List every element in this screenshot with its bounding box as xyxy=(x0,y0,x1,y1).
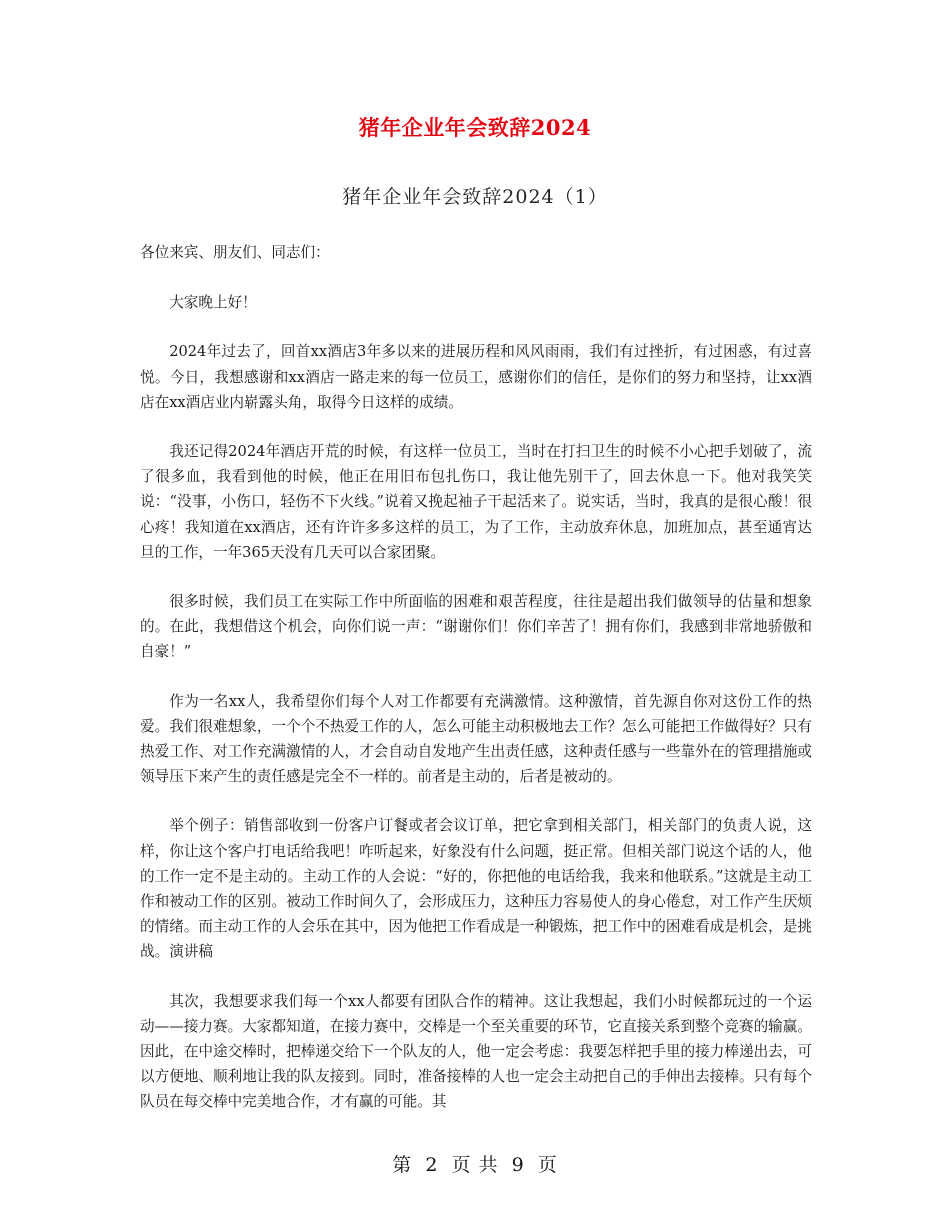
footer-middle: 页 共 xyxy=(451,1154,499,1176)
footer-suffix: 页 xyxy=(537,1154,558,1176)
document-body xyxy=(140,240,812,1139)
footer-prefix: 第 xyxy=(392,1154,413,1176)
total-page-count: 9 xyxy=(511,1154,525,1176)
current-page-number: 2 xyxy=(425,1154,439,1176)
document-subtitle: 猪年企业年会致辞2024（1） xyxy=(342,186,608,208)
page-number-footer xyxy=(0,1150,950,1177)
paragraph: 很多时候，我们员工在实际工作中所面临的困难和艰苦程度，往往是超出我们做领导的估量和想象的。在此，我想借这个机会，向你们说一声：“谢谢你们！你们辛苦了！拥有你们，我感到非常地骄傲和自豪！” xyxy=(140,593,812,661)
greeting-line: 各位来宾、朋友们、同志们： xyxy=(140,244,330,261)
paragraph: 其次，我想要求我们每一个xx人都要有团队合作的精神。这让我想起，我们小时候都玩过的一个运动——接力赛。大家都知道，在接力赛中，交棒是一个至关重要的环节，它直接关系到整个竞赛的输赢。因此，在中途交棒时，把棒递交给下一个队友的人，他一定会考虑：我要怎样把手里的接力棒递出去，可以方便地、顺利地让我的队友接到。同时，准备接棒的人也一定会主动把自己的手伸出去接棒。只有每个队员在每交棒中完美地合作，才有赢的可能。其 xyxy=(140,992,812,1111)
document-title: 猪年企业年会致辞2024 xyxy=(358,115,592,140)
paragraph: 我还记得2024年酒店开荒的时候，有这样一位员工，当时在打扫卫生的时候不小心把手划破了，流了很多血，我看到他的时候，他正在用旧布包扎伤口，我让他先别干了，回去休息一下。他对我笑笑说：“没事，小伤口，轻伤不下火线。”说着又挽起袖子干起活来了。说实话，当时，我真的是很心酸！很心疼！我知道在xx酒店，还有许许多多这样的员工，为了工作，主动放弃休息，加班加点，甚至通宵达旦的工作，一年365天没有几天可以合家团聚。 xyxy=(140,443,812,561)
paragraph: 举个例子：销售部收到一份客户订餐或者会议订单，把它拿到相关部门，相关部门的负责人说，这样，你让这个客户打电话给我吧！咋听起来，好象没有什么问题，挺正常。但相关部门说这个话的人，他的工作一定不是主动的。主动工作的人会说：“好的，你把他的电话给我，我来和他联系。”这就是主动工作和被动工作的区别。被动工作时间久了，会形成压力，这种压力容易使人的身心倦怠，对工作产生厌烦的情绪。而主动工作的人会乐在其中，因为他把工作看成是一种锻炼，把工作中的困难看成是机会，是挑战。演讲稿 xyxy=(140,817,812,961)
paragraph: 2024年过去了，回首xx酒店3年多以来的进展历程和风风雨雨，我们有过挫折，有过困惑，有过喜悦。今日，我想感谢和xx酒店一路走来的每一位员工，感谢你们的信任，是你们的努力和坚持，让xx酒店在xx酒店业内崭露头角，取得今日这样的成绩。 xyxy=(140,343,812,411)
paragraph: 大家晚上好！ xyxy=(169,294,257,312)
paragraph: 作为一名xx人，我希望你们每个人对工作都要有充满激情。这种激情，首先源自你对这份工作的热爱。我们很难想象，一个个不热爱工作的人，怎么可能主动积极地去工作？怎么可能把工作做得好？只有热爱工作、对工作充满激情的人，才会自动自发地产生出责任感，这种责任感与一些靠外在的管理措施或领导压下来产生的责任感是完全不一样的。前者是主动的，后者是被动的。 xyxy=(140,692,812,786)
